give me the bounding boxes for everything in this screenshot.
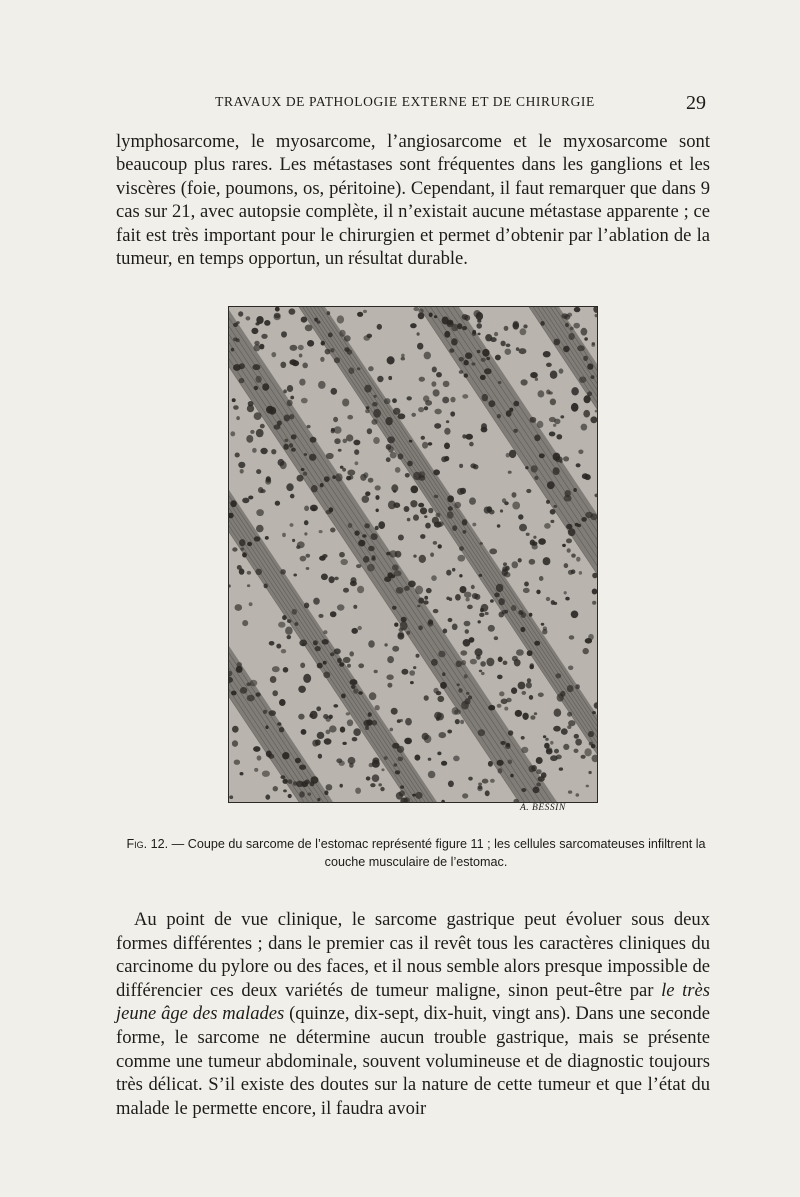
caption-text: — Coupe du sarcome de l’estomac représenté figure 11 ; les cellules sarcomateuses infiltrent la couche musculaire de l’estomac.	[168, 837, 706, 869]
running-header: TRAVAUX DE PATHOLOGIE EXTERNE ET DE CHIRURGIE	[215, 94, 595, 109]
clinical-text-end: (quinze, dix-sept, dix-huit, vingt ans). Dans une seconde forme, le sarcome ne détermine aucun trouble gastrique, mais se présente comme une tumeur abdominale, souvent volumineuse et de diagnostic toujours très délicat. S’il existe des doutes sur la nature de cette tumeur et que l’état du malade le permette encore, il faudra avoir	[116, 1003, 710, 1119]
caption-label: Fig. 12.	[126, 837, 169, 851]
histology-figure	[228, 306, 598, 803]
figure-caption	[116, 835, 716, 871]
histology-illustration	[229, 307, 597, 802]
illustrator-signature: A. BESSIN	[520, 803, 566, 813]
clinical-text-start: Au point de vue clinique, le sarcome gastrique peut évoluer sous deux formes différentes ; dans le premier cas il revêt tous les caractères cliniques du carcinome du pylore ou des faces, et il nous semble alors presque impossible de différencier ces deux variétés de tumeur maligne, sinon peut-être par	[116, 909, 710, 1001]
page-number: 29	[686, 92, 706, 114]
paragraph-clinical	[116, 908, 710, 1120]
clinical-text-italic: le très jeune âge des malades	[116, 979, 710, 1025]
paragraph-metastases: lymphosarcome, le myosarcome, l’angiosarcome et le myxosarcome sont beaucoup plus rares. Les métastases sont fréquentes dans les ganglions et les viscères (foie, poumons, os, péritoine). Cependant, il faut remarquer que dans 9 cas sur 21, avec autopsie complète, il n’existait aucune métastase apparente ; ce fait est très important pour le chirurgien et permet d’obtenir par l’ablation de la tumeur, en temps opportun, un résultat durable.	[116, 131, 710, 270]
